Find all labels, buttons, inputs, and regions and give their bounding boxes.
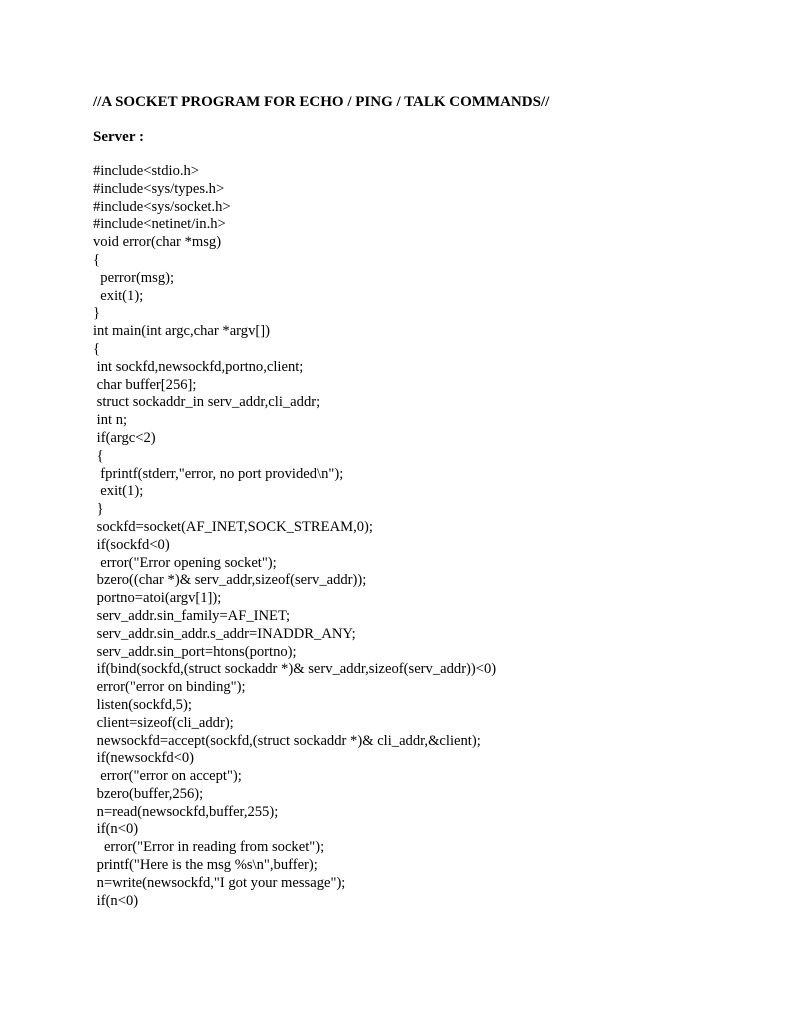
code-line: int sockfd,newsockfd,portno,client;	[93, 358, 304, 375]
code-line: {	[93, 251, 101, 268]
code-line: if(n<0)	[93, 821, 139, 838]
code-line: bzero((char *)& serv_addr,sizeof(serv_addr));	[93, 572, 367, 589]
code-line: if(argc<2)	[93, 429, 156, 446]
code-line: #include<stdio.h>	[93, 163, 200, 179]
code-line: int n;	[93, 412, 128, 429]
section-label-server: Server :	[93, 129, 144, 145]
code-line: n=read(newsockfd,buffer,255);	[93, 803, 279, 820]
code-line: bzero(buffer,256);	[93, 785, 204, 802]
code-line: portno=atoi(argv[1]);	[93, 590, 222, 607]
code-line: client=sizeof(cli_addr);	[93, 714, 234, 731]
code-line: {	[93, 447, 104, 464]
code-line: if(bind(sockfd,(struct sockaddr *)& serv_addr,sizeof(serv_addr))<0)	[93, 661, 497, 678]
code-line: if(n<0)	[93, 892, 139, 909]
code-line: char buffer[256];	[93, 376, 197, 393]
code-line: error("error on binding");	[93, 679, 246, 696]
code-line: {	[93, 340, 101, 357]
code-line: error("Error in reading from socket");	[93, 839, 325, 856]
code-line: exit(1);	[93, 287, 144, 304]
code-line: error("Error opening socket");	[93, 554, 277, 571]
code-line: serv_addr.sin_addr.s_addr=INADDR_ANY;	[93, 625, 356, 642]
code-line: fprintf(stderr,"error, no port provided\n");	[93, 465, 344, 482]
code-listing	[93, 163, 496, 910]
code-line: n=write(newsockfd,"I got your message");	[93, 874, 346, 891]
code-line: #include<netinet/in.h>	[93, 216, 226, 233]
code-line: newsockfd=accept(sockfd,(struct sockaddr *)& cli_addr,&client);	[93, 732, 481, 749]
code-line: }	[93, 501, 104, 518]
code-line: #include<sys/socket.h>	[93, 198, 231, 215]
code-line: serv_addr.sin_family=AF_INET;	[93, 607, 291, 624]
code-line: printf("Here is the msg %s\n",buffer);	[93, 857, 318, 874]
code-line: sockfd=socket(AF_INET,SOCK_STREAM,0);	[93, 518, 373, 535]
code-line: if(newsockfd<0)	[93, 750, 195, 767]
code-line: struct sockaddr_in serv_addr,cli_addr;	[93, 394, 321, 411]
code-line: listen(sockfd,5);	[93, 696, 192, 713]
code-line: serv_addr.sin_port=htons(portno);	[93, 643, 297, 660]
code-line: #include<sys/types.h>	[93, 180, 225, 197]
code-line: exit(1);	[93, 483, 144, 500]
code-line: int main(int argc,char *argv[])	[93, 323, 270, 340]
document-title: //A SOCKET PROGRAM FOR ECHO / PING / TALK COMMANDS//	[93, 94, 550, 110]
code-line: error("error on accept");	[93, 768, 242, 785]
code-line: void error(char *msg)	[93, 234, 222, 251]
code-line: perror(msg);	[93, 269, 175, 286]
code-line: }	[93, 305, 101, 322]
code-line: if(sockfd<0)	[93, 536, 170, 553]
